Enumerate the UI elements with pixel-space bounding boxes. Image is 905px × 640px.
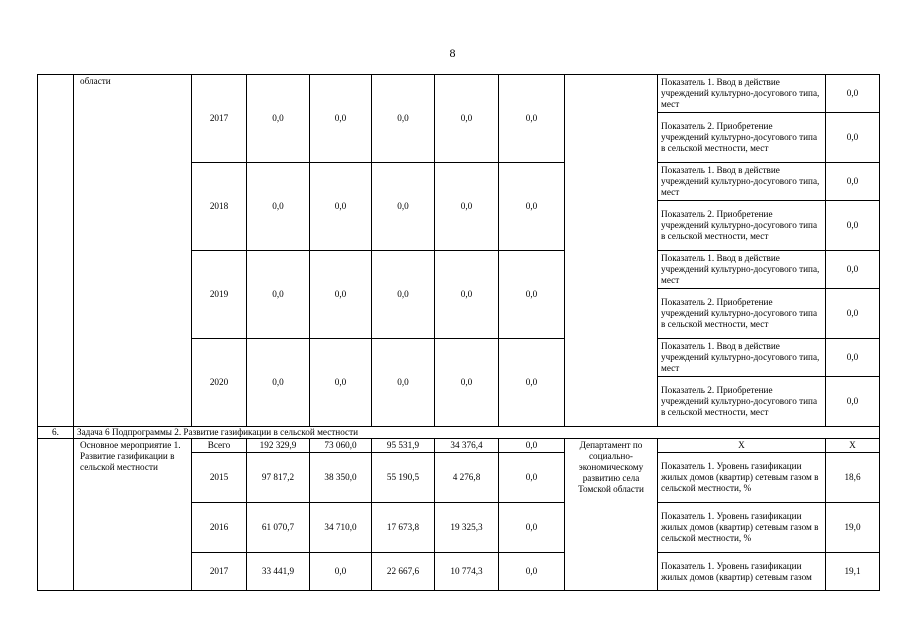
indicator-value-cell: 0,0 [826, 377, 880, 427]
value-cell: 22 667,6 [372, 553, 435, 591]
task-row [38, 427, 880, 439]
row-number-cell [38, 75, 74, 427]
department-cell: Департамент по социально-экономическому развитию села Томской области [565, 439, 658, 591]
value-cell: 0,0 [310, 163, 372, 251]
year-cell: 2018 [192, 163, 247, 251]
value-cell: 0,0 [372, 339, 435, 427]
indicator-value-cell: 0,0 [826, 251, 880, 289]
indicator-cell: Показатель 2. Приобретение учреждений культурно-досугового типа в сельской местности, мест [658, 289, 826, 339]
value-cell: 0,0 [372, 163, 435, 251]
value-cell: 0,0 [247, 163, 310, 251]
value-cell: 0,0 [310, 339, 372, 427]
value-cell: 0,0 [499, 339, 565, 427]
value-cell: 0,0 [435, 75, 499, 163]
value-cell: 10 774,3 [435, 553, 499, 591]
indicator-cell: Показатель 1. Ввод в действие учреждений культурно-досугового типа, мест [658, 163, 826, 201]
indicator-value-cell: 0,0 [826, 75, 880, 113]
indicator-cell: Показатель 2. Приобретение учреждений культурно-досугового типа в сельской местности, мест [658, 201, 826, 251]
indicator-cell: Показатель 2. Приобретение учреждений культурно-досугового типа в сельской местности, мест [658, 377, 826, 427]
value-cell: 38 350,0 [310, 453, 372, 503]
value-cell: 73 060,0 [310, 439, 372, 453]
value-cell: 192 329,9 [247, 439, 310, 453]
value-cell: 19 325,3 [435, 503, 499, 553]
indicator-value-cell: 0,0 [826, 113, 880, 163]
value-cell: 4 276,8 [435, 453, 499, 503]
indicator-cell: Показатель 2. Приобретение учреждений культурно-досугового типа в сельской местности, мест [658, 113, 826, 163]
indicator-cell: Х [658, 439, 826, 453]
value-cell: 0,0 [310, 75, 372, 163]
measure-name-cell: области [74, 75, 192, 427]
indicator-value-cell: 0,0 [826, 201, 880, 251]
year-cell: Всего [192, 439, 247, 453]
year-cell: 2016 [192, 503, 247, 553]
value-cell: 0,0 [435, 251, 499, 339]
value-cell: 34 710,0 [310, 503, 372, 553]
department-cell [565, 75, 658, 427]
task-number-cell: 6. [38, 427, 74, 439]
value-cell: 0,0 [499, 503, 565, 553]
indicator-cell: Показатель 1. Уровень газификации жилых домов (квартир) сетевым газом в сельской местности, % [658, 453, 826, 503]
value-cell: 0,0 [247, 339, 310, 427]
year-cell: 2020 [192, 339, 247, 427]
value-cell: 0,0 [499, 163, 565, 251]
value-cell: 55 190,5 [372, 453, 435, 503]
value-cell: 0,0 [310, 251, 372, 339]
row-number-cell [38, 439, 74, 591]
indicator-cell: Показатель 1. Ввод в действие учреждений культурно-досугового типа, мест [658, 339, 826, 377]
indicator-value-cell: 19,0 [826, 503, 880, 553]
value-cell: 97 817,2 [247, 453, 310, 503]
indicator-cell: Показатель 1. Ввод в действие учреждений культурно-досугового типа, мест [658, 251, 826, 289]
table-row [38, 75, 880, 113]
value-cell: 95 531,9 [372, 439, 435, 453]
year-cell: 2017 [192, 75, 247, 163]
page-number: 8 [449, 46, 456, 60]
year-cell: 2019 [192, 251, 247, 339]
value-cell: 0,0 [435, 339, 499, 427]
indicator-value-cell: Х [826, 439, 880, 453]
indicator-value-cell: 18,6 [826, 453, 880, 503]
indicator-cell: Показатель 1. Уровень газификации жилых домов (квартир) сетевым газом [658, 553, 826, 591]
year-cell: 2015 [192, 453, 247, 503]
value-cell: 0,0 [499, 75, 565, 163]
value-cell: 0,0 [372, 75, 435, 163]
value-cell: 0,0 [247, 251, 310, 339]
task-title-cell: Задача 6 Подпрограммы 2. Развитие газификации в сельской местности [74, 427, 880, 439]
measure-name-cell: Основное мероприятие 1. Развитие газификации в сельской местности [74, 439, 192, 591]
value-cell: 17 673,8 [372, 503, 435, 553]
value-cell: 61 070,7 [247, 503, 310, 553]
indicator-value-cell: 0,0 [826, 339, 880, 377]
value-cell: 34 376,4 [435, 439, 499, 453]
value-cell: 0,0 [499, 453, 565, 503]
value-cell: 0,0 [372, 251, 435, 339]
value-cell: 0,0 [499, 251, 565, 339]
indicator-value-cell: 0,0 [826, 289, 880, 339]
indicator-value-cell: 19,1 [826, 553, 880, 591]
value-cell: 0,0 [247, 75, 310, 163]
value-cell: 0,0 [499, 439, 565, 453]
value-cell: 0,0 [499, 553, 565, 591]
indicator-cell: Показатель 1. Ввод в действие учреждений культурно-досугового типа, мест [658, 75, 826, 113]
table-row [38, 439, 880, 453]
indicator-cell: Показатель 1. Уровень газификации жилых домов (квартир) сетевым газом в сельской местности, % [658, 503, 826, 553]
indicator-value-cell: 0,0 [826, 163, 880, 201]
program-table [37, 74, 880, 591]
year-cell: 2017 [192, 553, 247, 591]
value-cell: 33 441,9 [247, 553, 310, 591]
value-cell: 0,0 [310, 553, 372, 591]
value-cell: 0,0 [435, 163, 499, 251]
